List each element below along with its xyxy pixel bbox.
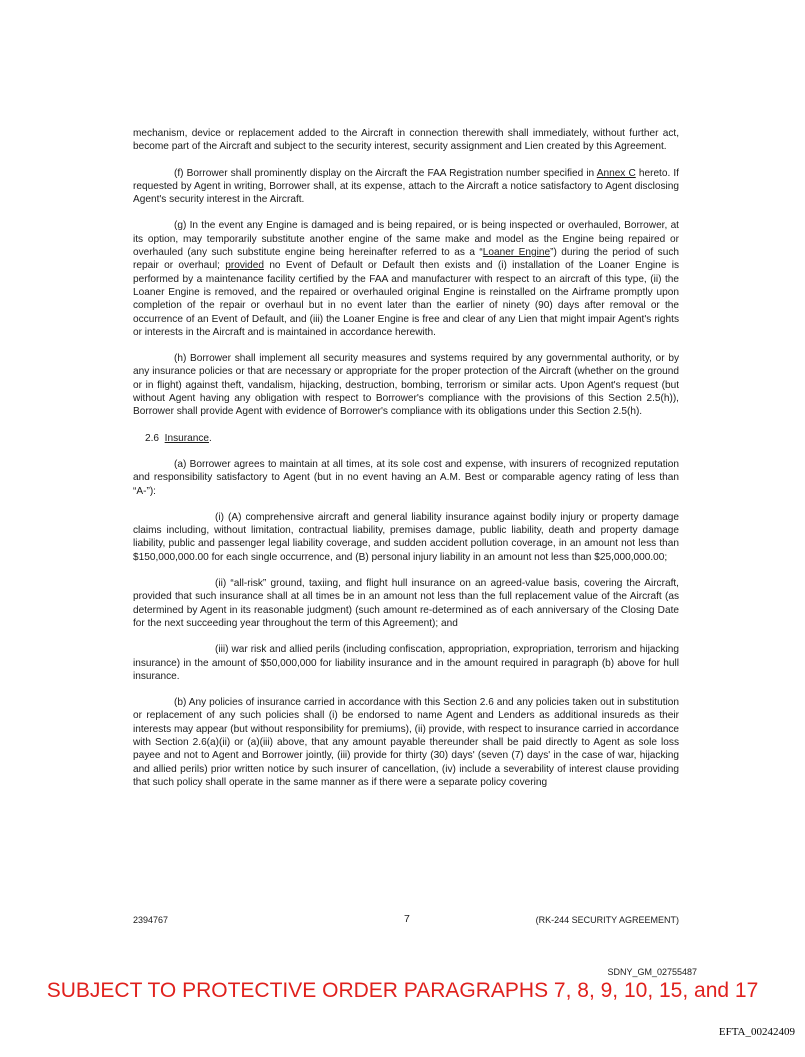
doc-title: (RK-244 SECURITY AGREEMENT) — [535, 915, 679, 925]
page-number: 7 — [404, 913, 410, 925]
paragraph-g-text-end: no Event of Default or Default then exists and (i) installation of the Loaner Engine is performed by a maintenance facility certified by the FAA and manufacturer with respect to an aircraft of this type, (ii) the Loaner Engine is removed, and the repaired or overhauled original Engine is reinstalled on the Airframe promptly upon completion of the repair or overhaul but in no event later than the earlier of ninety (90) days after removal or the occurrence of an Event of Default, and (iii) the Loaner Engine is free and clear of any Lien that might impair Agent's rights or interests in the Aircraft and is maintained in accordance herewith. — [133, 260, 680, 338]
paragraph-f-text-cont: hereto. If requested by Agent in writing, Borrower shall, at its expense, attach to the Aircraft a notice satisfactory to Agent disclosing Agent's security interest in the Aircraft. — [133, 167, 679, 206]
efta-id: EFTA_00242409 — [718, 1026, 795, 1038]
page-footer — [133, 915, 679, 929]
loaner-engine-term: Loaner Engine — [482, 247, 551, 259]
paragraph-a-i: (i) (A) comprehensive aircraft and general liability insurance against bodily injury or property damage claims including, without limitation, contractual liability, premises damage, public liability, death and property damage liability, public and passenger legal liability coverage, and sudden accident pollution coverage, in an amount not less than $150,000,000.00 for each single occurrence, and (B) personal injury liability in an amount not less than $25,000,000.00; — [133, 511, 679, 563]
doc-number: 2394767 — [133, 915, 169, 925]
intro-paragraph: mechanism, device or replacement added to the Aircraft in connection therewith shall immediately, without further act, become part of the Aircraft and subject to the security interest, security assignment and Lien created by this Agreement. — [133, 128, 679, 153]
paragraph-g — [133, 219, 679, 339]
paragraph-g-text-cont: ”) during the period of such repair or overhaul; — [133, 247, 679, 272]
bates-number: SDNY_GM_02755487 — [607, 967, 697, 977]
section-number: 2.6 — [145, 432, 160, 444]
annex-c-reference: Annex C — [596, 167, 636, 179]
paragraph-a-iii: (iii) war risk and allied perils (including confiscation, appropriation, expropriation, terrorism and hijacking insurance) in the amount of $50,000,000 for liability insurance and in the amount required in paragraph (b) above for hull insurance. — [133, 644, 679, 682]
paragraph-b: (b) Any policies of insurance carried in accordance with this Section 2.6 and any policies taken out in substitution or replacement of any such policies shall (i) be endorsed to name Agent and Lenders as additional insureds as their interests may appear (but without responsibility for premiums), (ii) provide, with respect to insurance carried in accordance with Section 2.6(a)(ii) or (a)(iii) above, that any amount payable thereunder shall be paid directly to Agent as sole loss payee and not to Agent and Borrower jointly, (iii) provide for thirty (30) days' (seven (7) days' in the case of war, hijacking and allied perils) prior written notice by such insurer of cancellation, (iv) include a severability of interest clause providing that such policy shall operate in the same manner as if there were a separate policy covering — [133, 697, 679, 788]
paragraph-h: (h) Borrower shall implement all security measures and systems required by any governmental authority, or by any insurance policies or that are necessary or appropriate for the proper protection of the Aircraft (whether on the ground or in flight) against theft, vandalism, hijacking, destruction, bombing, terrorism or similar acts. Upon Agent's request (but without Agent having any obligation with respect to Borrower's compliance with the provisions of this Section 2.5(h)), Borrower shall provide Agent with evidence of Borrower's compliance with its obligations under this Section 2.5(h). — [133, 353, 679, 418]
protective-order-banner: SUBJECT TO PROTECTIVE ORDER PARAGRAPHS 7, 8, 9, 10, 15, and 17 — [46, 979, 759, 1002]
document-body — [133, 127, 679, 802]
paragraph-a: (a) Borrower agrees to maintain at all times, at its sole cost and expense, with insurers of recognized reputation and responsibility satisfactory to Agent (but in no event having an A.M. Best or comparable agency rating of less than “A-”): — [133, 458, 679, 497]
provided-term: provided — [225, 260, 264, 272]
paragraph-g-text: (g) In the event any Engine is damaged and is being repaired, or is being inspected or overhauled, Borrower, at its option, may temporarily substitute another engine of the same make and model as the Engine being repaired or overhauled (any such substitute engine being hereinafter referred to as a “ — [133, 220, 679, 259]
section-title: Insurance — [164, 432, 209, 444]
paragraph-a-ii: (ii) “all-risk” ground, taxiing, and flight hull insurance on an agreed-value basis, covering the Aircraft, provided that such insurance shall at all times be in an amount not less than the full replacement value of the Aircraft (as determined by Agent in its reasonable judgment) (such amount re-determined as of each anniversary of the Closing Date for the next succeeding year throughout the term of this Agreement); and — [133, 578, 679, 629]
paragraph-f — [133, 167, 679, 207]
paragraph-f-text: (f) Borrower shall prominently display on the Aircraft the FAA Registration number specified in — [174, 167, 597, 179]
section-heading-2-6: 2.6 Insurance. — [145, 432, 212, 444]
